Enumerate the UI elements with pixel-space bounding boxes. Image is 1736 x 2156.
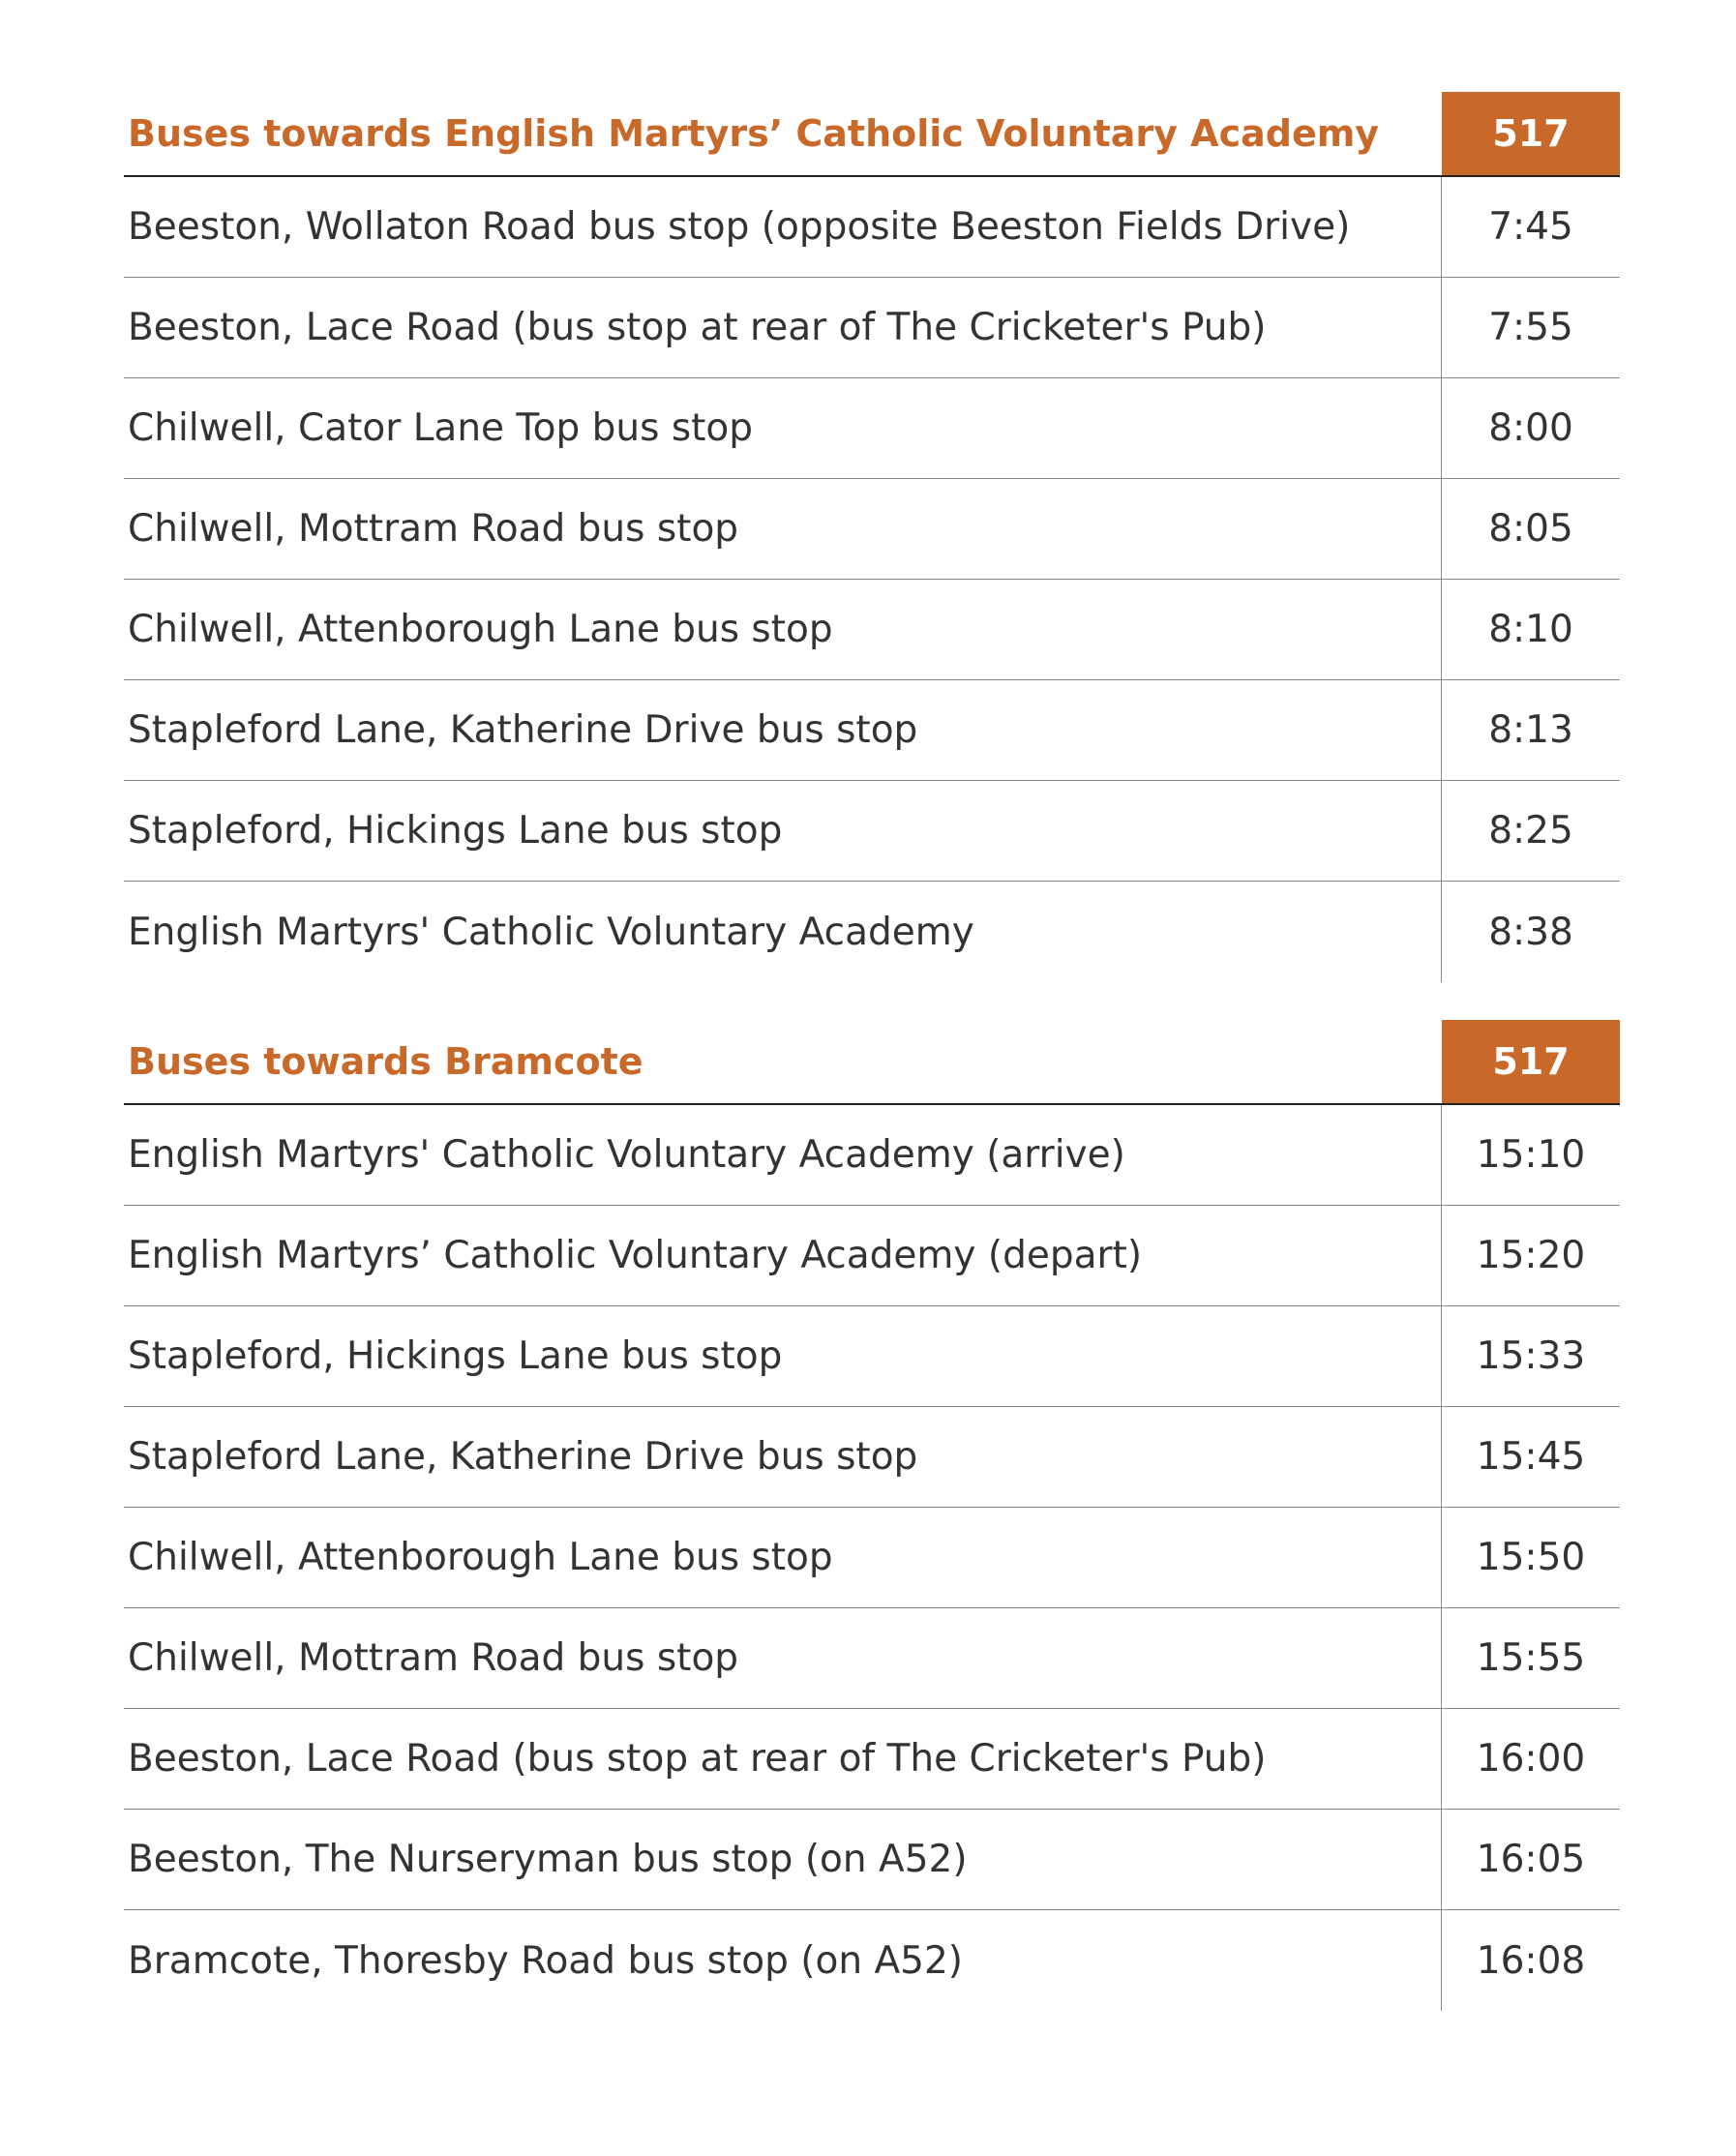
table-row xyxy=(124,1206,1620,1306)
departure-time: 8:05 xyxy=(1488,507,1573,551)
route-number-badge: 517 xyxy=(1442,92,1620,175)
table-row xyxy=(124,1407,1620,1508)
route-number-badge: 517 xyxy=(1442,1020,1620,1103)
stop-name: Stapleford Lane, Katherine Drive bus stop xyxy=(124,1407,1442,1507)
table-body xyxy=(124,177,1620,982)
table-row xyxy=(124,1709,1620,1810)
table-row xyxy=(124,378,1620,479)
departure-time: 15:45 xyxy=(1476,1435,1586,1479)
table-title: Buses towards Bramcote xyxy=(128,1040,644,1083)
table-row xyxy=(124,1810,1620,1910)
departure-time: 15:55 xyxy=(1476,1636,1586,1680)
stop-name: Bramcote, Thoresby Road bus stop (on A52) xyxy=(124,1910,1442,2011)
table-body xyxy=(124,1105,1620,2011)
departure-time: 16:05 xyxy=(1476,1838,1586,1881)
table-row xyxy=(124,1508,1620,1608)
table-row xyxy=(124,1306,1620,1407)
departure-time: 15:50 xyxy=(1476,1536,1586,1579)
stop-name: Chilwell, Attenborough Lane bus stop xyxy=(124,1508,1442,1607)
stop-name: Stapleford, Hickings Lane bus stop xyxy=(124,781,1442,881)
departure-time: 15:33 xyxy=(1476,1334,1586,1378)
stop-name: English Martyrs' Catholic Voluntary Academy (arrive) xyxy=(124,1105,1442,1205)
departure-time: 15:10 xyxy=(1476,1133,1586,1177)
stop-name: Stapleford Lane, Katherine Drive bus stop xyxy=(124,680,1442,780)
departure-time: 7:45 xyxy=(1488,205,1573,249)
table-row xyxy=(124,1105,1620,1206)
departure-time: 16:08 xyxy=(1476,1938,1586,1983)
stop-name: English Martyrs' Catholic Voluntary Academy xyxy=(124,882,1442,982)
stop-name: Chilwell, Mottram Road bus stop xyxy=(124,1608,1442,1708)
stop-name: Chilwell, Mottram Road bus stop xyxy=(124,479,1442,579)
departure-time: 15:20 xyxy=(1476,1234,1586,1277)
table-row xyxy=(124,680,1620,781)
stop-name: English Martyrs’ Catholic Voluntary Academy (depart) xyxy=(124,1206,1442,1305)
departure-time: 16:00 xyxy=(1476,1737,1586,1781)
table-row xyxy=(124,781,1620,882)
table-row xyxy=(124,278,1620,378)
table-header xyxy=(124,92,1620,177)
stop-name: Chilwell, Cator Lane Top bus stop xyxy=(124,378,1442,478)
timetable-afternoon xyxy=(124,1020,1620,2011)
departure-time: 8:38 xyxy=(1488,910,1573,954)
table-row xyxy=(124,1910,1620,2011)
table-row xyxy=(124,1608,1620,1709)
departure-time: 8:13 xyxy=(1488,708,1573,752)
table-header xyxy=(124,1020,1620,1105)
table-row xyxy=(124,479,1620,580)
departure-time: 7:55 xyxy=(1488,306,1573,349)
timetable-morning xyxy=(124,92,1620,982)
stop-name: Beeston, Lace Road (bus stop at rear of The Cricketer's Pub) xyxy=(124,278,1442,377)
stop-name: Beeston, The Nurseryman bus stop (on A52) xyxy=(124,1810,1442,1909)
stop-name: Stapleford, Hickings Lane bus stop xyxy=(124,1306,1442,1406)
stop-name: Beeston, Lace Road (bus stop at rear of The Cricketer's Pub) xyxy=(124,1709,1442,1809)
table-title: Buses towards English Martyrs’ Catholic Voluntary Academy xyxy=(128,112,1380,155)
table-row xyxy=(124,580,1620,680)
stop-name: Beeston, Wollaton Road bus stop (opposite Beeston Fields Drive) xyxy=(124,177,1442,277)
departure-time: 8:10 xyxy=(1488,608,1573,651)
departure-time: 8:25 xyxy=(1488,809,1573,853)
table-row xyxy=(124,177,1620,278)
departure-time: 8:00 xyxy=(1488,406,1573,450)
stop-name: Chilwell, Attenborough Lane bus stop xyxy=(124,580,1442,679)
table-row xyxy=(124,882,1620,982)
